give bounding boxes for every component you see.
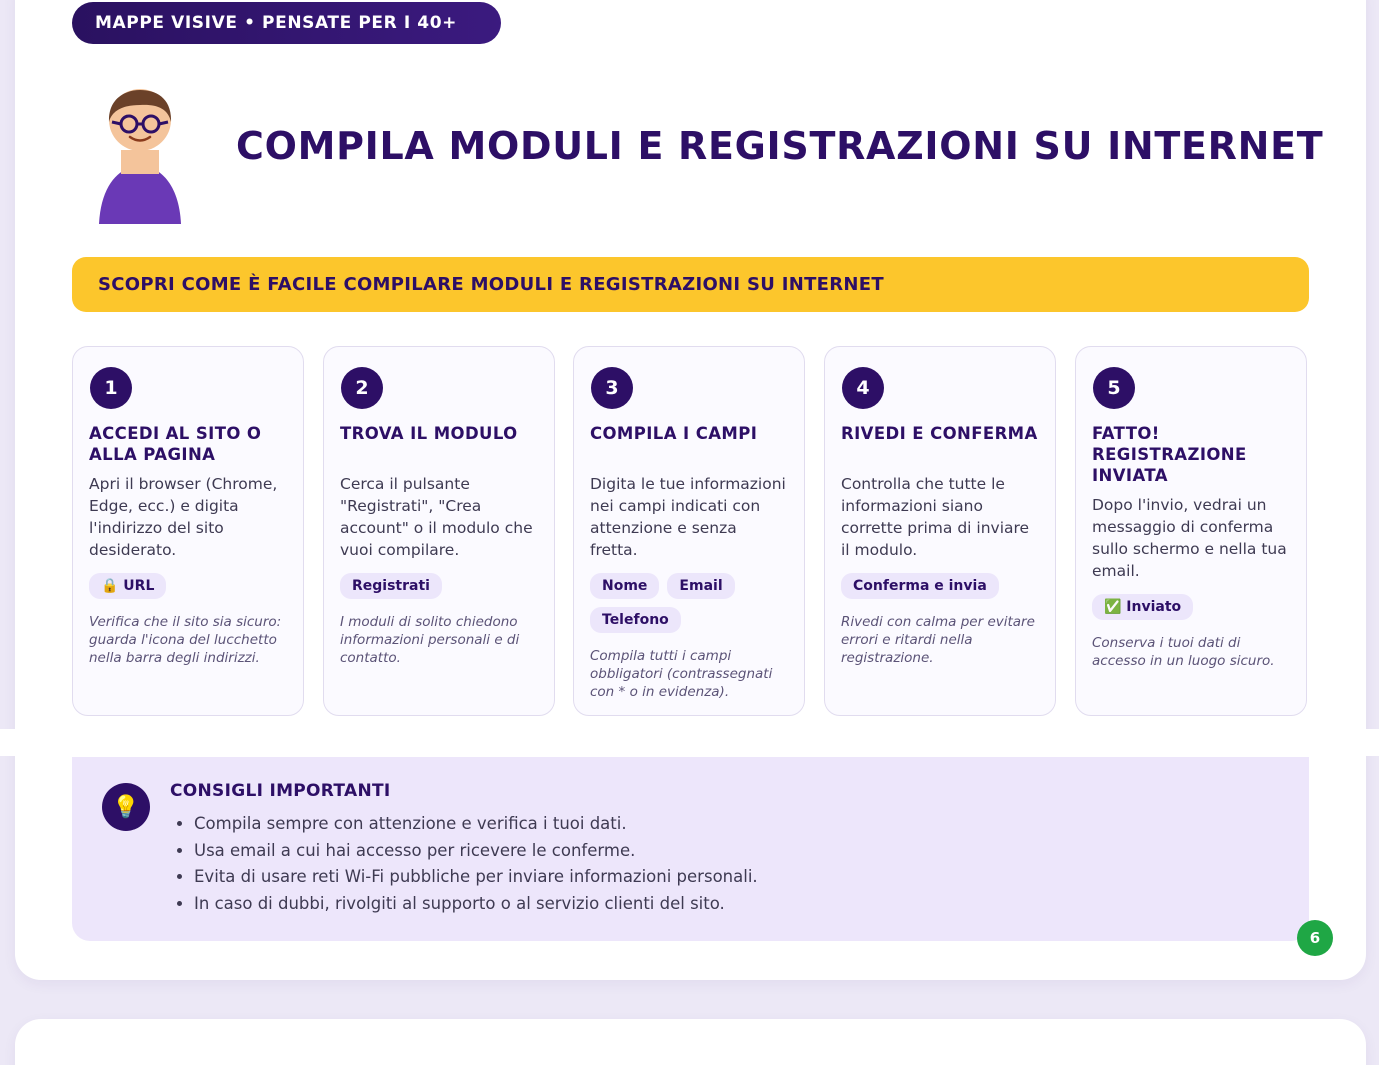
tip-item: • Usa email a cui hai accesso per ricevere le conferme.: [194, 838, 758, 865]
step-note: Verifica che il sito sia sicuro: guarda l'icona del lucchetto nella barra degli indirizzi.: [89, 614, 282, 666]
step-note: Conserva i tuoi dati di accesso in un luogo sicuro.: [1092, 635, 1275, 669]
step-card-4: [824, 346, 1056, 716]
page-number-badge: 6: [1297, 920, 1333, 956]
step-card-1: [72, 346, 304, 716]
step-title: RIVEDI E CONFERMA: [841, 424, 1038, 443]
step-card-3: [573, 346, 805, 716]
step-title: FATTO! REGISTRAZIONE INVIATA: [1092, 424, 1247, 485]
avatar-illustration: [96, 88, 184, 226]
step-title: TROVA IL MODULO: [340, 424, 518, 443]
step-number: 2: [341, 367, 383, 409]
category-pill: MAPPE VISIVE • PENSATE PER I 40+: [72, 2, 501, 44]
email-chip: Email: [667, 573, 734, 599]
tip-item: • Evita di usare reti Wi-Fi pubbliche per inviare informazioni personali.: [194, 864, 758, 891]
step-title: ACCEDI AL SITO O ALLA PAGINA: [89, 424, 262, 464]
step-description: Digita le tue informazioni nei campi indicati con attenzione e senza fretta.: [590, 475, 786, 559]
step-chips: [1092, 594, 1290, 620]
intro-banner: SCOPRI COME È FACILE COMPILARE MODULI E REGISTRAZIONI SU INTERNET: [72, 257, 1309, 312]
step-number: 5: [1093, 367, 1135, 409]
url-lock-chip: 🔒 URL: [89, 573, 166, 599]
tips-title: CONSIGLI IMPORTANTI: [170, 781, 391, 801]
next-card: [15, 1019, 1366, 1065]
step-description: Apri il browser (Chrome, Edge, ecc.) e digita l'indirizzo del sito desiderato.: [89, 475, 278, 559]
step-note: Compila tutti i campi obbligatori (contrassegnati con * o in evidenza).: [590, 648, 773, 700]
step-card-2: [323, 346, 555, 716]
phone-chip: Telefono: [590, 607, 681, 633]
page-title: COMPILA MODULI E REGISTRAZIONI SU INTERNET: [236, 124, 1324, 168]
tips-list: [194, 811, 758, 917]
lightbulb-icon: 💡: [102, 783, 150, 831]
name-chip: Nome: [590, 573, 659, 599]
step-chips: [841, 573, 1039, 599]
step-title: COMPILA I CAMPI: [590, 424, 758, 443]
step-number: 1: [90, 367, 132, 409]
step-note: I moduli di solito chiedono informazioni personali e di contatto.: [340, 614, 520, 666]
page-break-strip: [0, 729, 1379, 756]
register-chip: Registrati: [340, 573, 442, 599]
step-number: 4: [842, 367, 884, 409]
step-chips: [89, 573, 287, 599]
tip-item: • Compila sempre con attenzione e verifica i tuoi dati.: [194, 811, 758, 838]
step-description: Dopo l'invio, vedrai un messaggio di conferma sullo schermo e nella tua email.: [1092, 496, 1287, 580]
sent-chip: ✅ Inviato: [1092, 594, 1193, 620]
tips-panel: [72, 757, 1309, 941]
step-chips: [340, 573, 538, 599]
step-chips: [590, 573, 788, 633]
confirm-send-chip: Conferma e invia: [841, 573, 999, 599]
step-number: 3: [591, 367, 633, 409]
step-card-5: [1075, 346, 1307, 716]
step-description: Controlla che tutte le informazioni siano corrette prima di inviare il modulo.: [841, 475, 1030, 559]
tip-item: • In caso di dubbi, rivolgiti al supporto o al servizio clienti del sito.: [194, 891, 758, 918]
step-description: Cerca il pulsante "Registrati", "Crea account" o il modulo che vuoi compilare.: [340, 475, 533, 559]
step-note: Rivedi con calma per evitare errori e ritardi nella registrazione.: [841, 614, 1035, 666]
